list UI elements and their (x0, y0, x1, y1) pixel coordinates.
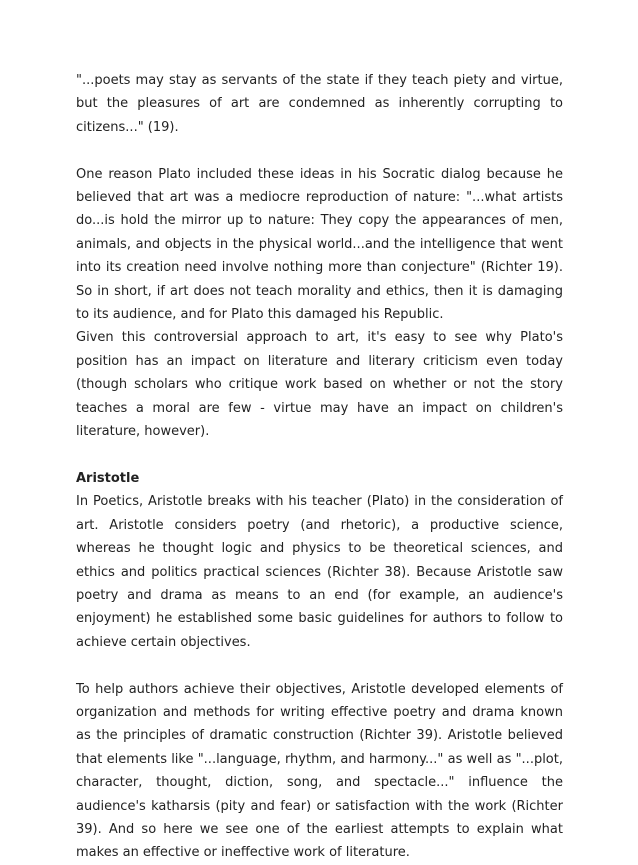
paragraph-gap (76, 139, 563, 162)
paragraph-gap (76, 654, 563, 677)
plato-paragraph-1: One reason Plato included these ideas in his Socratic dialog because he believed that art was a mediocre reproduction of nature: "...what artists do...is hold the mirror up to nature: They copy the appearances of men, animals, and objects in the physical world...and the intelligence that went into its creation need involve nothing more than conjecture" (Richter 19). So in short, if art does not teach morality and ethics, then it is damaging to its audience, and for Plato this damaged his Republic. (76, 166, 563, 323)
plato-paragraph-2: Given this controversial approach to art, it's easy to see why Plato's position has an impact on literature and literary criticism even today (though scholars who critique work based on whether or not the story teaches a moral are few - virtue may have an impact on children's literature, however). (76, 330, 563, 440)
document-page (76, 69, 563, 865)
aristotle-heading: Aristotle (76, 470, 140, 486)
quote-paragraph: "...poets may stay as servants of the state if they teach piety and virtue, but the pleasures of art are condemned as inherently corrupting to citizens..." (19). (76, 73, 563, 135)
aristotle-paragraph-1: In Poetics, Aristotle breaks with his teacher (Plato) in the consideration of art. Aristotle considers poetry (and rhetoric), a productive science, whereas he thought logic and physics to be theoretical sciences, and ethics and politics practical sciences (Richter 38). Because Aristotle saw poetry and drama as means to an end (for example, an audience's enjoyment) he established some basic guidelines for authors to follow to achieve certain objectives. (76, 494, 563, 650)
paragraph-gap (76, 443, 563, 466)
aristotle-paragraph-2: To help authors achieve their objectives, Aristotle developed elements of organization and methods for writing effective poetry and drama known as the principles of dramatic construction (Richter 39). Aristotle believed that elements like "...language, rhythm, and harmony..." as well as "...plot, character, thought, diction, song, and spectacle..." influence the audience's katharsis (pity and fear) or satisfaction with the work (Richter 39). And so here we see one of the earliest attempts to explain what makes an effective or ineffective work of literature. (76, 681, 563, 861)
